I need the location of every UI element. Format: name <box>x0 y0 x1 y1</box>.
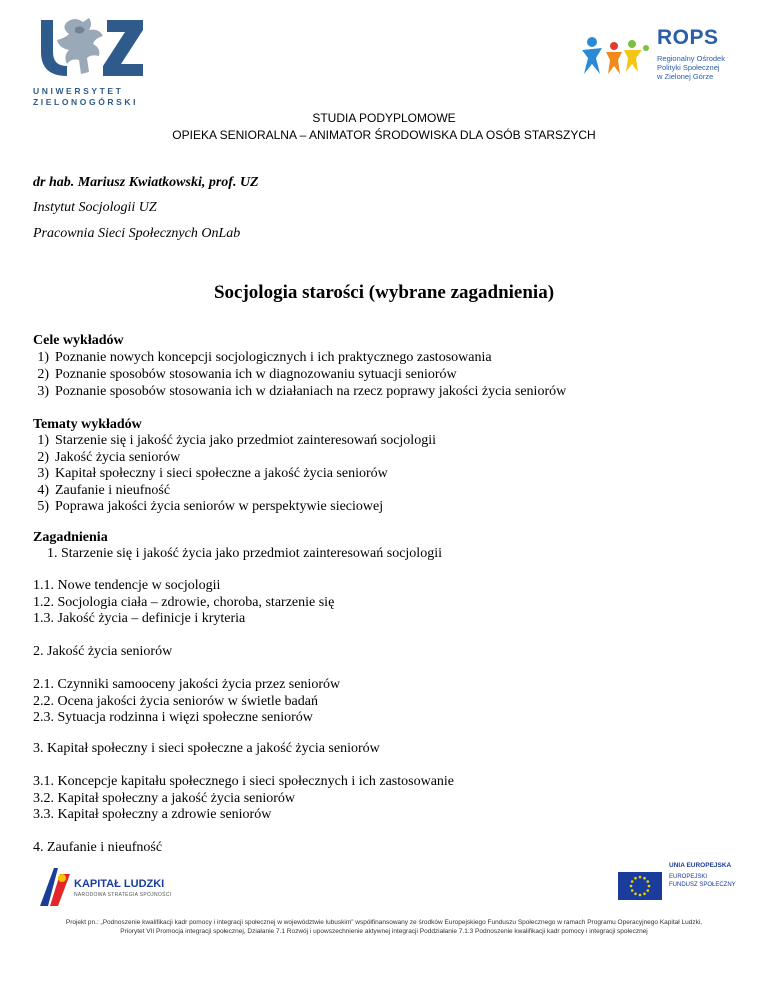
eu-logo <box>618 862 748 902</box>
kapital-ludzki-subtitle: NARODOWA STRATEGIA SPÓJNOŚCI <box>74 892 172 898</box>
section-heading-zagadnienia: Zagadnienia <box>33 530 108 545</box>
list-item: 2) Jakość życia seniorów <box>37 450 181 465</box>
section-heading-tematy: Tematy wykładów <box>33 417 142 432</box>
subtopic-item: 2.3. Sytuacja rodzinna i więzi społeczne seniorów <box>33 710 313 725</box>
rops-subtitle-2: Polityki Społecznej <box>657 63 720 72</box>
subtopic-item: 1.2. Socjologia ciała – zdrowie, choroba, starzenie się <box>33 595 335 610</box>
eu-flag-icon <box>618 872 662 900</box>
section-heading-cele: Cele wykładów <box>33 333 124 348</box>
topic-heading: 2. Jakość życia seniorów <box>33 644 173 659</box>
footer-project-note-1: Projekt pn.: „Podnoszenie kwalifikacji kadr pomocy i integracji społecznej w województwie lubuskim” współfinansowany ze środków Europejskiego Funduszu Społecznego w ramach Programu Operacyjnego Kapitał Ludzki, <box>65 919 703 926</box>
footer-project-note-2: Priorytet VII Promocja integracji społecznej, Działanie 7.1 Rozwój i upowszechnienie aktywnej integracji Poddziałanie 7.1.3 Podnoszenie kwalifikacji kadr pomocy i integracji społecznej <box>120 928 648 935</box>
subtopic-item: 2.2. Ocena jakości życia seniorów w świetle badań <box>33 694 318 709</box>
subtopic-item: 3.1. Koncepcje kapitału społecznego i sieci społecznych i ich zastosowanie <box>33 774 455 789</box>
logo-text-zielonogorski: ZIELONOGÓRSKI <box>33 97 139 107</box>
subtopic-item: 1.3. Jakość życia – definicje i kryteria <box>33 611 246 626</box>
author-lab: Pracownia Sieci Społecznych OnLab <box>33 226 241 241</box>
subtopic-item: 3.2. Kapitał społeczny a jakość życia seniorów <box>33 791 296 806</box>
kapital-ludzki-title: KAPITAŁ LUDZKI <box>74 878 165 890</box>
list-item: 3) Poznanie sposobów stosowania ich w działaniach na rzecz poprawy jakości życia seniorów <box>37 384 567 399</box>
list-item: 1) Poznanie nowych koncepcji socjologicznych i ich praktycznego zastosowania <box>37 350 492 365</box>
rops-logo <box>580 26 740 88</box>
eu-title: UNIA EUROPEJSKA <box>669 862 732 869</box>
people-figures-icon <box>580 34 652 78</box>
document-title: Socjologia starości (wybrane zagadnienia) <box>213 282 555 303</box>
rops-subtitle-1: Regionalny Ośrodek <box>657 54 725 63</box>
topic-heading: 1. Starzenie się i jakość życia jako przedmiot zainteresowań socjologii <box>47 546 442 561</box>
eu-fund-line2: FUNDUSZ SPOŁECZNY <box>669 882 736 888</box>
program-title: STUDIA PODYPLOMOWE <box>312 111 456 125</box>
topic-heading: 3. Kapitał społeczny i sieci społeczne a jakość życia seniorów <box>33 741 380 756</box>
rops-wordmark: ROPS <box>657 26 719 49</box>
subtopic-item: 3.3. Kapitał społeczny a zdrowie seniorów <box>33 807 272 822</box>
subtopic-item: 1.1. Nowe tendencje w socjologii <box>33 578 221 593</box>
author-institute: Instytut Socjologii UZ <box>33 200 157 215</box>
kapital-ludzki-emblem-icon <box>40 868 70 906</box>
logo-text-uniwersytet: UNIWERSYTET <box>33 86 124 96</box>
list-item: 1) Starzenie się i jakość życia jako przedmiot zainteresowań socjologii <box>37 433 436 448</box>
topic-heading: 4. Zaufanie i nieufność <box>33 840 163 855</box>
university-logo <box>33 14 153 106</box>
kapital-ludzki-logo <box>40 868 190 906</box>
list-item: 2) Poznanie sposobów stosowania ich w diagnozowaniu sytuacji seniorów <box>37 367 457 382</box>
author-name: dr hab. Mariusz Kwiatkowski, prof. UZ <box>33 175 259 190</box>
list-item: 3) Kapitał społeczny i sieci społeczne a jakość życia seniorów <box>37 466 388 481</box>
eu-fund-line1: EUROPEJSKI <box>669 874 708 880</box>
list-item: 5) Poprawa jakości życia seniorów w perspektywie sieciowej <box>37 499 384 514</box>
list-item: 4) Zaufanie i nieufność <box>37 483 171 498</box>
eagle-icon <box>37 14 147 84</box>
specialization-title: OPIEKA SENIORALNA – ANIMATOR ŚRODOWISKA DLA OSÓB STARSZYCH <box>172 128 596 142</box>
subtopic-item: 2.1. Czynniki samooceny jakości życia przez seniorów <box>33 677 341 692</box>
rops-subtitle-3: w Zielonej Górze <box>657 72 714 81</box>
